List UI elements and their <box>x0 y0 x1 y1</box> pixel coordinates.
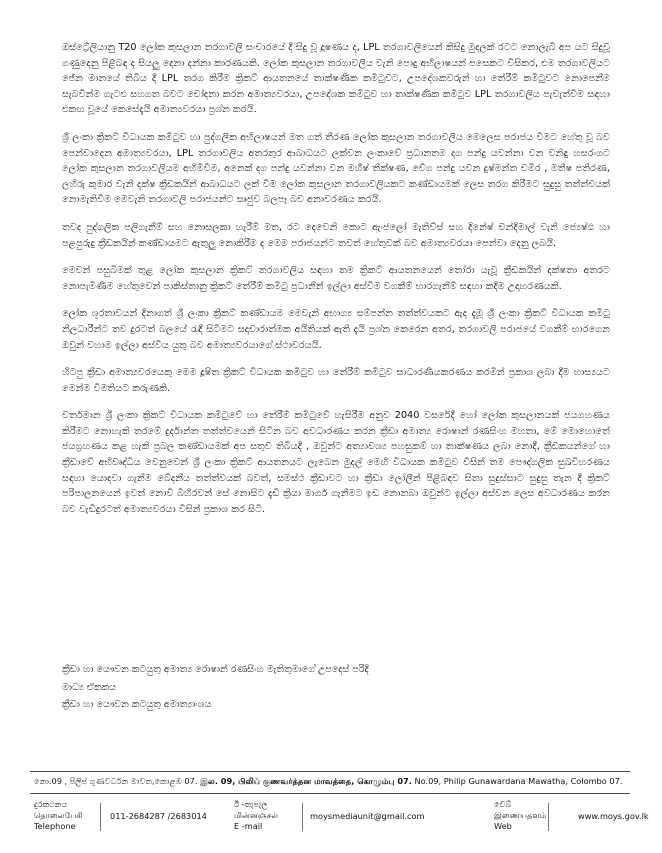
website-link[interactable]: www.moys.gov.lk <box>578 811 649 821</box>
paragraph-1: ඔස්ට්‍රේලියානු T20 ලෝක කුසලාන තරගාවලි සංචාරයේ දී සිදු වූ දූෂණය ද, LPL තරගාවලියෙන් කිසිදු මුදලක් රටට නොලැබී අප යට සිදුවූ ගණුදෙනු පිළිබඳ ද සියලු දෙනා දන්නා කාරණයකි. ලෝක කුසලාන තරගාවලිය වැනි පොදු අභිලාෂයන් පසෙකට විසිකර, එම තරගාවලියට ජේන මානයේ තිබිය දී LPL තරග කිරීම ක්‍රිකට් ආයතනයේ තාක්ෂණික කමිටුවට, උපදේශකවරුන් හා තේරීම් කමිටුවට නොපෙනීම සැබවින්ම ගැටළු සහගත බවට චෝදනා කරන අමාත්‍යවරයා, උපදේශක කමිටුව හා තාක්ෂණික කමිටුව LPL තරගාවලිය පැවැත්වීම සඳහා එකඟ වූයේ කෙසේදැයි අමාත්‍යවරයා ප්‍රශ්න කරයි. <box>62 42 610 116</box>
footer-address <box>34 776 634 788</box>
paragraph-4: මෙවන් පසුබිමක් තුළ ලෝක කුසලාන ක්‍රිකට් තරගාවලිය සඳහා තම ක්‍රිකට් ආයතනයෙන් තෝරා යැවූ ක්‍රීඩකයින් දක්ෂතා අතරට නොපැමිණීම හේතුවෙන් පාකිස්තානු ක්‍රිකට් තේරීම් කමිටු ප්‍රධානීන් ඉල්ලා අස්වීම වගකීම් භාරගැනීම් සඳහා කදිම උදාහරණයකි. <box>62 265 610 292</box>
telephone-contact <box>34 799 224 832</box>
address-english: No.09, Philip Gunawardana Mawatha, Colombo 07. <box>414 776 623 786</box>
telephone-label-sinhala: දුරකථනය <box>34 799 68 809</box>
address-sinhala: නො.09 , පිලිප් ගුණවර්ධන මාවත,කොළඹ 07. <box>34 776 198 786</box>
paragraph-3: තවද පුද්ගලික පලිගැනීම් සහ නොසලකා හැරීම් මත, රට දෙවෙනි කොට ඇංජලෝ මැතිව්ස් සහ දිනේෂ් චන්දිමාල් වැනි ජ්‍යෙෂ්ඨ හා පළපුරුදු ක්‍රීඩකයින් කණ්ඩායමට ඇතුලු නොකිරීම ද මෙම පරාජයන්ට තවත් හේතුවක් බව අමාත්‍යවරයා පෙන්වා දෙනු ලබයි. <box>62 221 610 249</box>
telephone-label-tamil: தொலைபேசி <box>34 810 83 820</box>
web-label-sinhala: වෙබ් <box>494 799 512 809</box>
paragraph-6: හිටපු ක්‍රීඩා අමාත්‍යවරයෙකු මෙම දූෂිත ක්‍රිකට් විධායක කමිටුව හා තේරීම් කමිටුව සාධාරණීයකරණය කරමින් ප්‍රකාශ ලබා දීම හාස්‍යයට මෙන්ම විමතියට කරුණකි. <box>62 367 610 394</box>
web-separator <box>548 803 549 831</box>
paragraph-7: වර්තමාන ශ්‍රී ලංකා ක්‍රිකට් විධායක කමිටුවේ හා තේරීම් කමිටුවේ හැසිරීම අනුව 2040 වසරේදී හෝ ලෝක කුසලානයක් ජයගහණය කිරීමට නොහැකි තරමේ දුර්දාන්ත තත්ත්වයෙන් සිටින බව අවධාරණය කරන ක්‍රීඩා අමාත්‍ය රොෂාන් රණසිංහ මහතා, මේ මොහොතේ ජයග්‍රහණය කළ හැකි ප්‍රබල කණ්ඩායමක් අප සතුව තිබියදී , ඔවුන්ට අත්‍යාවශ්‍ය පහසුකම් හා තාක්ෂණය ලබා නොදී, ක්‍රීඩකයන්ගේ හා ක්‍රීඩාවේ අභිවෘද්ධිය වෙනුවෙන් ශ්‍රී ලංකා ක්‍රිකට් ආයතනයට ලැබෙන මුදල් මෙහි විධායක කමිටුව විසින් තම පෞද්ගලික සුඛවිහරණය සඳහා යොදවා ගැනීම බේදනීය තත්ත්වයක් බවත්, සමස්ථ ක්‍රීඩාවට හා ක්‍රීඩා ලෝලීන් පිළිබඳව සිතා සුදුස්සාට සුදුසු තැන දී ක්‍රිකට් පරිපාලනයෙන් ඉවත් නොවී බිහිරවන් සේ නොසිට දැඩි ක්‍රියා මාර්ග ගැනීමට ඉඩ නොතබා ඔවුන්ට ඉල්ලා අස්වන ලෙස අවධාරණය කරන බව වැඩිදුරටත් අමාත්‍යවරයා විසින් ප්‍රකාශ කර සිටී. <box>62 410 610 515</box>
paragraph-5: ලෝක ශූරතාවයන් දිනාගත් ශ්‍රී ලංකා ක්‍රිකට් කණ්ඩායම මෙවැනි අභාග්‍ය සම්පන්න තත්ත්වයකට ඇද දැමූ ශ්‍රී ලංකා ක්‍රිකට් විධායක කමිටු නිලධාරීන්ට තව දුරටත් බලයේ රැඳී සිටීමට සදාචාරාත්මක අයිතියක් ඇති දැයි ප්‍රශ්න කෙරෙන අතර, තරගාවලි පරාජයේ වගකීම් භාරගෙන ඔවුන් වහාම ඉල්ලා අස්විය යුතු බව අමාත්‍යවරයාගේ ස්ථාවරයයි. <box>62 308 610 351</box>
email-label-sinhala: ඊ -තැපැල <box>234 799 268 809</box>
email-contact <box>234 799 484 832</box>
telephone-separator <box>100 803 101 831</box>
email-label-tamil: மின்னஞ்சல் <box>234 810 279 820</box>
signature-line-ministry: ක්‍රීඩා හා යෞවන කටයුතු අමාත්‍යාංශය <box>62 699 212 710</box>
footer-middle-divider <box>30 793 630 794</box>
web-label-english: Web <box>494 821 512 831</box>
email-address-link[interactable]: moysmediaunit@gmail.com <box>310 811 425 821</box>
signature-block <box>62 661 369 714</box>
paragraph-2: ශ්‍රී ලංකා ක්‍රිකට් විධායක කමිටුව හා පුද්ගලික අභිලාෂයන් මත ගත් තීරණ ලෝක කුසලාන තරගාවලිය මෙලෙස පරාජය වීමට හේතු වූ බව පෙන්වාදෙන අමාත්‍යවරයා, LPL තරගාවලිය අතරතුර ආබාධයට ලක්වන ලංකාවේ ප්‍රධානතම දග පන්දු යවන්නා වන වනිඳු හසරංගට ලෝක කුසලාන තරගාවලියම අහිමිවීම, අනෙක් දග පන්දු යවන්නා වන මහීෂ් තීක්ෂණ, වේග පන්දු යවන දුෂ්මන්ත චමීර , මතීෂ පතිරණ, ලහිරු කුමාර වැනි දක්ෂ ක්‍රීඩකයින් ආබාධයට ලක් වීම ලෝක කුසලාන තරගාවලියකට කණ්ඩායමක් ලෙස තරග කිරීමට සුදුසු තත්ත්වයක් නොමැතිවීම මෙවැනි තරගාවලි පරාජයන්ට සෘජුව බලපෑ බව අනාවරණය කරයි. <box>62 131 610 206</box>
web-contact <box>494 799 649 832</box>
press-release-body <box>62 40 610 529</box>
signature-line-media-unit: මාධ්‍ය ඒකකය <box>62 681 117 693</box>
signature-line-advice: ක්‍රීඩා හා යෞවන කටයුතු අමාත්‍ය රොෂාන් රණසිංහ මැතිතුමාගේ උපදෙස් පරිදි <box>62 664 369 675</box>
email-label-english: E -mail <box>234 821 263 831</box>
address-tamil: இல. 09, பிலிப் குணவர்த்தன மாவத்தை, கொழும்பு 07. <box>200 776 412 786</box>
web-label-tamil: இணையதளம் <box>494 810 547 820</box>
telephone-label-english: Telephone <box>34 821 76 831</box>
footer-top-divider <box>30 771 630 772</box>
telephone-number[interactable]: 011-2684287 /2683014 <box>110 811 207 821</box>
footer-contacts <box>34 799 649 839</box>
email-separator <box>302 803 303 831</box>
